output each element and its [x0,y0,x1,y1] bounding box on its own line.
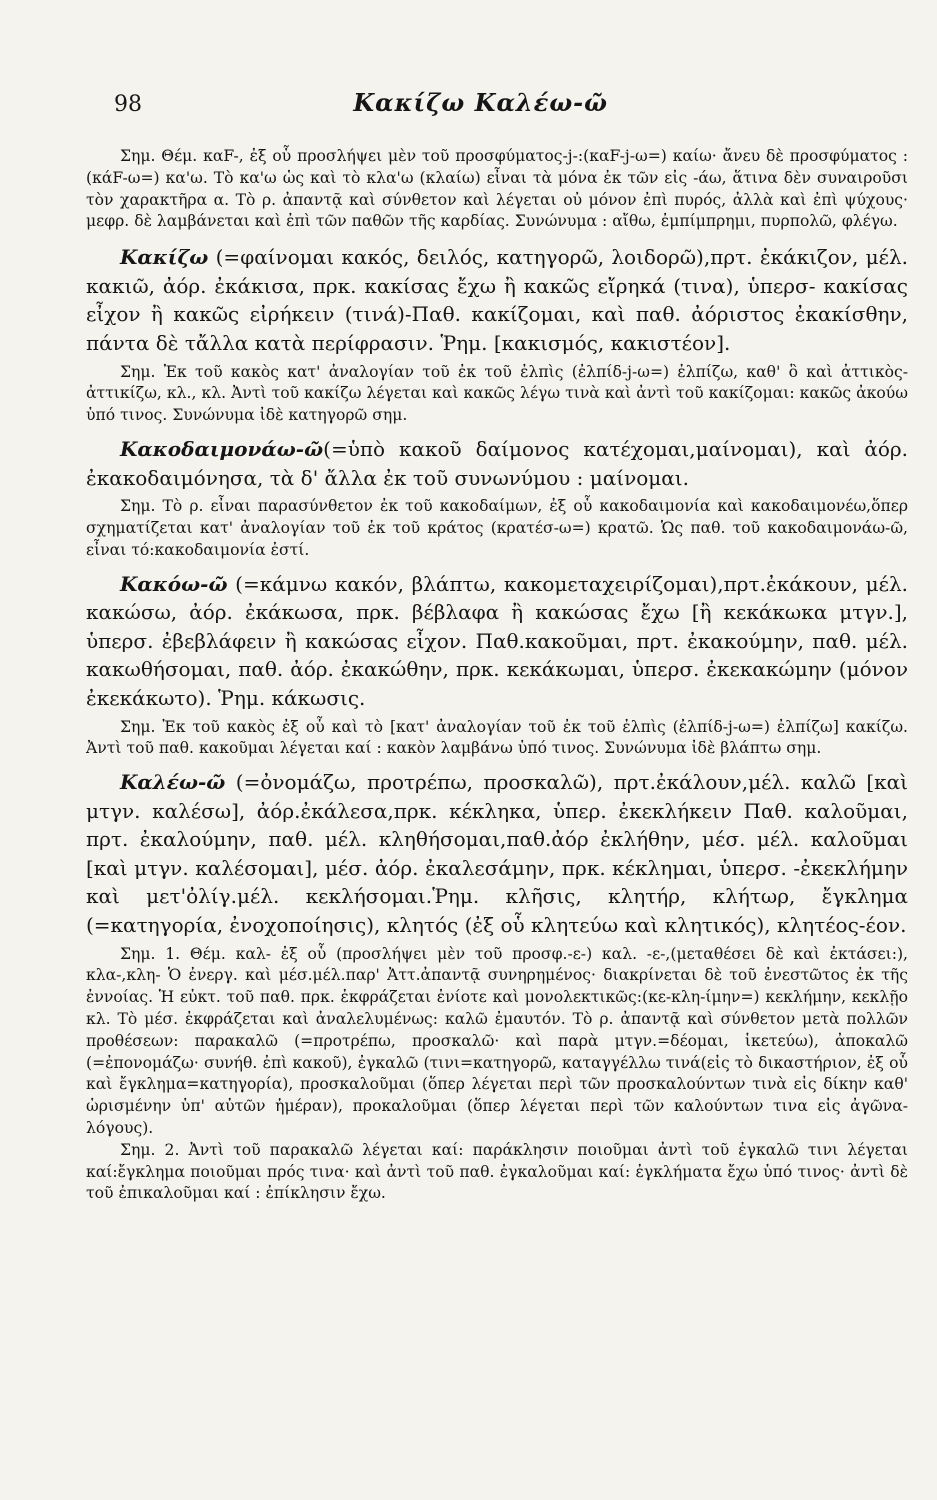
entry-kakodaimonao: Κακοδαιμονάω-ῶ(=ὑπὸ κακοῦ δαίμονος κατέχομαι,μαίνομαι), καὶ ἀόρ. ἐκακοδαιμόνησα, τὰ δ' ἄλλα ἐκ τοῦ συνωνύμου : μαίνομαι. [86,436,908,490]
note-kakoo: Σημ. Ἐκ τοῦ κακὸς ἐξ οὗ καὶ τὸ [κατ' ἀναλογίαν τοῦ ἐκ τοῦ ἐλπὶς (ἐλπίδ-j-ω=) ἐλπίζω] κακίζω. Ἀντὶ τοῦ παθ. κακοῦμαι λέγεται καί : κακὸν λαμβάνω ὑπό τινος. Συνώνυμα ἰδὲ βλάπτω σημ. [86,717,908,758]
entry-kakoo: Κακόω-ῶ (=κάμνω κακόν, βλάπτω, κακομεταχειρίζομαι),πρτ.ἐκάκουν, μέλ. κακώσω, ἀόρ. ἐκάκωσα, πρκ. βέβλαφα ἢ κακώσας ἔχω [ἢ κεκάκωκα μτγν.], ὑπερσ. ἐβεβλάφειν ἢ κακώσας εἶχον. Παθ.κακοῦμαι, πρτ. ἐκακούμην, παθ. μέλ. κακωθήσομαι, παθ. ἀόρ. ἐκακώθην, πρκ. κεκάκωμαι, ὑπερσ. ἐκεκακώμην (μόνον ἐκεκάκωτο). Ῥημ. κάκωσις. [86,571,908,710]
running-head: Κακίζω Καλέω-ῶ [353,88,608,117]
page-header [86,88,908,128]
note-kakizo: Σημ. Ἐκ τοῦ κακὸς κατ' ἀναλογίαν τοῦ ἐκ τοῦ ἐλπὶς (ἐλπίδ-j-ω=) ἐλπίζω, καθ' ὃ καὶ ἀττικὸς-ἀττικίζω, κλ., κλ. Ἀντὶ τοῦ κακίζω λέγεται καὶ κακῶς λέγω τινὰ καὶ ἀντὶ τοῦ κακίζομαι: κακῶς ἀκούω ὑπό τινος. Συνώνυμα ἰδὲ κατηγορῶ σημ. [86,362,908,425]
entry-headword: Κακοδαιμονάω-ῶ [120,436,324,461]
page-number: 98 [114,92,142,117]
entry-kakizo: Κακίζω (=φαίνομαι κακός, δειλός, κατηγορῶ, λοιδορῶ),πρτ. ἐκάκιζον, μέλ. κακιῶ, ἀόρ. ἐκάκισα, πρκ. κακίσας ἔχω ἢ κακῶς εἴρηκά (τινα), ὑπερσ- κακίσας εἶχον ἢ κακῶς εἰρήκειν (τινά)-Παθ. κακίζομαι, καὶ παθ. ἀόριστος ἐκακίσθην, πάντα δὲ τἄλλα κατὰ περίφρασιν. Ῥημ. [κακισμός, κακιστέον]. [86,245,908,355]
note-kaio: Σημ. Θέμ. καF-, ἐξ οὗ προσλήψει μὲν τοῦ προσφύματος-j-:(καF-j-ω=) καίω· ἄνευ δὲ προσφύματος : (κάF-ω=) κα'ω. Τὸ κα'ω ὡς καὶ τὸ κλα'ω (κλαίω) εἶναι τὰ μόνα ἐκ τῶν εἰς -άω, ἅτινα δὲν συναιροῦσι τὸν χαρακτῆρα α. Τὸ ρ. ἀπαντᾷ καὶ σύνθετον καὶ λέγεται οὐ μόνον ἐπὶ πυρός, ἀλλὰ καὶ ἐπὶ ψύχους· μεφρ. δὲ λαμβάνεται καὶ ἐπὶ τῶν παθῶν τῆς καρδίας. Συνώνυμα : αἴθω, ἐμπίμπρημι, πυρπολῶ, φλέγω. [86,147,908,231]
entry-headword: Κακίζω [120,245,209,270]
entry-headword: Κακόω-ῶ [120,571,228,596]
note-kakodaimonao: Σημ. Τὸ ρ. εἶναι παρασύνθετον ἐκ τοῦ κακοδαίμων, ἐξ οὗ κακοδαιμονία καὶ κακοδαιμονέω,ὅπερ σχηματίζεται κατ' ἀναλογίαν τοῦ ἐκ τοῦ κράτος (κρατέσ-ω=) κρατῶ. Ὡς παθ. τοῦ κακοδαιμονάω-ῶ, εἶναι τό:κακοδαιμονία ἐστί. [86,497,908,559]
entry-headword: Καλέω-ῶ [120,770,226,795]
note-kaleo-1: Σημ. 1. Θέμ. καλ- ἐξ οὗ (προσλήψει μὲν τοῦ προσφ.-ε-) καλ. -ε-,(μεταθέσει δὲ καὶ ἐκτάσει:), κλα-,κλη- Ὁ ἐνεργ. καὶ μέσ.μέλ.παρ' Ἀττ.ἀπαντᾷ συνηρημένος· διακρίνεται δὲ τοῦ ἐνεστῶτος ἐκ τῆς ἐννοίας. Ἡ εὐκτ. τοῦ παθ. πρκ. ἐκφράζεται ἐνίοτε καὶ μονολεκτικῶς:(κε-κλη-ίμην=) κεκλήμην, κεκλῇο κλ. Τὸ μέσ. ἐκφράζεται καὶ ἀναλελυμένως: καλῶ ἐμαυτόν. Τὸ ρ. ἀπαντᾷ καὶ σύνθετον μετὰ πολλῶν προθέσεων: παρακαλῶ (=προτρέπω, προσκαλῶ· καὶ παρὰ μτγν.=δέομαι, ἱκετεύω), ἀποκαλῶ (=ἐπονομάζω· συνήθ. ἐπὶ κακοῦ), ἐγκαλῶ (τινι=κατηγορῶ, καταγγέλλω τινά(εἰς τὸ δικαστήριον, ἐξ οὗ καὶ ἔγκλημα=κατηγορία), προσκαλοῦμαι (ὅπερ λέγεται περὶ τῶν προσκαλούντων τινὰ εἰς δίκην καθ' ὡρισμένην ὑπ' αὐτῶν ἡμέραν), προκαλοῦμαι (ὅπερ λέγεται περὶ τῶν καλούντων τινα εἰς ἀγῶνα- λόγους). [86,944,908,1138]
dictionary-page [86,88,908,1205]
entry-kaleo: Καλέω-ῶ (=ὀνομάζω, προτρέπω, προσκαλῶ), πρτ.ἐκάλουν,μέλ. καλῶ [καὶ μτγν. καλέσω], ἀόρ.ἐκάλεσα,πρκ. κέκληκα, ὑπερ. ἐκεκλήκειν Παθ. καλοῦμαι, πρτ. ἐκαλούμην, παθ. μέλ. κληθήσομαι,παθ.ἀόρ ἐκλήθην, μέσ. μέλ. καλοῦμαι [καὶ μτγν. καλέσομαι], μέσ. ἀόρ. ἐκαλεσάμην, πρκ. κέκλημαι, ὑπερσ. -ἐκεκλήμην καὶ μετ'ὀλίγ.μέλ. κεκλήσομαι.Ῥημ. κλῆσις, κλητήρ, κλήτωρ, ἔγκλημα (=κατηγορία, ἐνοχοποίησις), κλητός (ἐξ οὗ κλητεύω καὶ κλητικός), κλητέος-έον. [86,770,908,938]
note-kaleo-2: Σημ. 2. Ἀντὶ τοῦ παρακαλῶ λέγεται καί: παράκλησιν ποιοῦμαι ἀντὶ τοῦ ἐγκαλῶ τινι λέγεται καί:ἔγκλημα ποιοῦμαι πρός τινα· καὶ ἀντὶ τοῦ παθ. ἐγκαλοῦμαι καί: ἐγκλήματα ἔχω ὑπό τινος· ἀντὶ δὲ τοῦ ἐπικαλοῦμαι καί : ἐπίκλησιν ἔχω. [86,1140,908,1203]
